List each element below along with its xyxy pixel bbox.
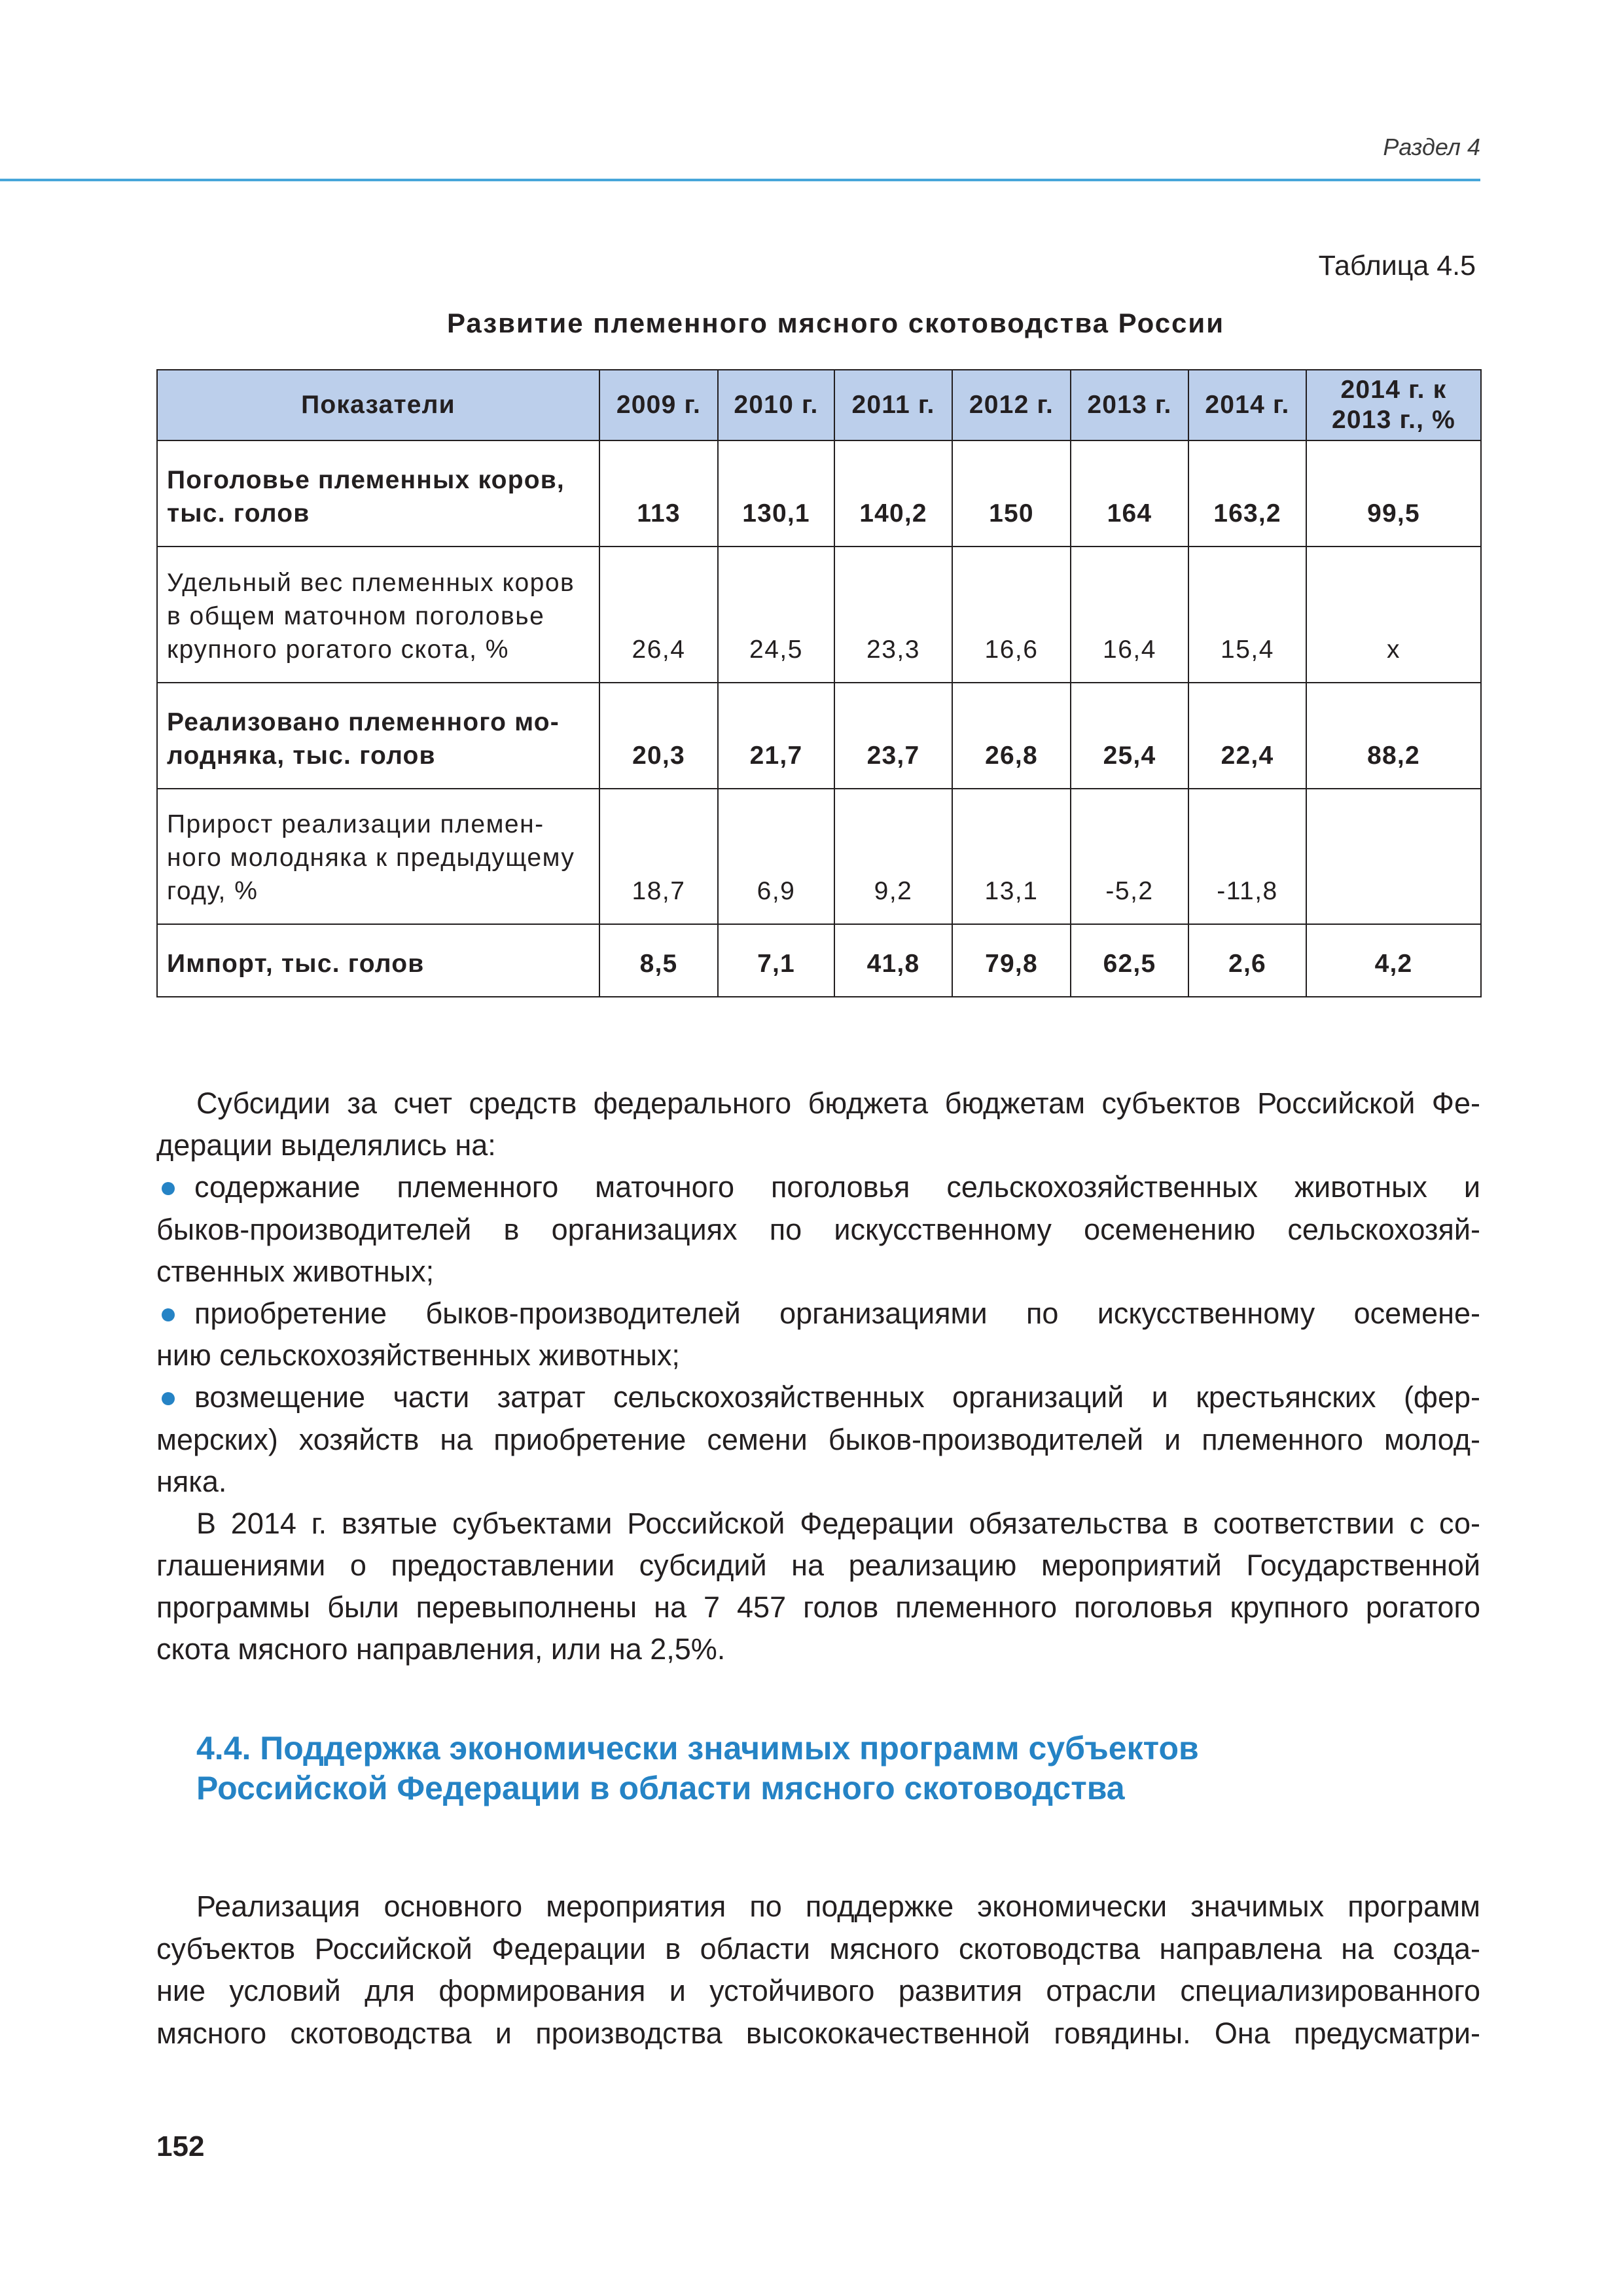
table-cell: 7,1 — [718, 924, 834, 997]
row-label-line: ного молодняка к предыдущему — [167, 844, 575, 872]
table-cell: 9,2 — [834, 789, 952, 924]
table-row — [157, 789, 1481, 924]
table-cell: 26,4 — [599, 547, 718, 683]
table-cell: 6,9 — [718, 789, 834, 924]
row-label — [157, 440, 599, 547]
table-cell: 140,2 — [834, 440, 952, 547]
table-row — [157, 924, 1481, 997]
table-cell: 4,2 — [1306, 924, 1481, 997]
table-cell: 22,4 — [1188, 683, 1306, 789]
table-cell: х — [1306, 547, 1481, 683]
row-label — [157, 683, 599, 789]
table-cell: 8,5 — [599, 924, 718, 997]
section-heading-line: 4.4. Поддержка экономически значимых программ субъектов — [196, 1730, 1199, 1767]
bullet-item — [156, 1293, 1480, 1335]
body-text — [156, 1083, 1480, 1671]
section-paragraph — [156, 1886, 1480, 2054]
paragraph-line: няка. — [156, 1464, 227, 1498]
row-label-line: Импорт, тыс. голов — [167, 950, 425, 978]
table-cell: 79,8 — [952, 924, 1071, 997]
column-header-2014: 2014 г. — [1188, 370, 1306, 440]
table-cell: 41,8 — [834, 924, 952, 997]
column-header-indicators: Показатели — [157, 370, 599, 440]
paragraph-line: нию сельскохозяйственных животных; — [156, 1338, 680, 1372]
paragraph-line: Реализация основного мероприятия по поддержке экономически значимых программ — [196, 1890, 1480, 1923]
table-cell-empty — [1306, 789, 1481, 924]
running-header-section: Раздел 4 — [1383, 134, 1480, 160]
paragraph-line: ние условий для формирования и устойчивого развития отрасли специализированного — [156, 1974, 1480, 2008]
paragraph-line: дерации выделялись на: — [156, 1128, 496, 1162]
column-header-2009: 2009 г. — [599, 370, 718, 440]
table-cell: 16,6 — [952, 547, 1071, 683]
table-cell: 24,5 — [718, 547, 834, 683]
table-number: Таблица 4.5 — [1318, 250, 1476, 281]
paragraph-line: субъектов Российской Федерации в области мясного скотоводства направлена на созда- — [156, 1931, 1480, 1965]
column-header-2012: 2012 г. — [952, 370, 1071, 440]
paragraph-line: программы были перевыполнены на 7 457 голов племенного поголовья крупного рогатого — [156, 1590, 1480, 1624]
column-header-change-line: 2014 г. к — [1340, 376, 1447, 404]
table-row — [157, 683, 1481, 789]
paragraph-line: ственных животных; — [156, 1254, 435, 1288]
table-title: Развитие племенного мясного скотоводства России — [446, 308, 1225, 338]
table-cell: 88,2 — [1306, 683, 1481, 789]
table-cell: 23,3 — [834, 547, 952, 683]
row-label-line: Удельный вес племенных коров — [167, 569, 575, 597]
paragraph-line: Субсидии за счет средств федерального бюджета бюджетам субъектов Российской Фе- — [196, 1086, 1480, 1120]
row-label-line: Реализовано племенного мо- — [167, 708, 560, 736]
paragraph-line: мясного скотоводства и производства высококачественной говядины. Она предусматри- — [156, 2016, 1480, 2050]
column-header-change — [1306, 370, 1481, 440]
table-cell: -11,8 — [1188, 789, 1306, 924]
table-cell: 25,4 — [1071, 683, 1188, 789]
column-header-change-line: 2013 г., % — [1331, 406, 1456, 434]
bullet-text: приобретение быков-производителей организациями по искусственному осемене- — [194, 1296, 1480, 1330]
column-header-2013: 2013 г. — [1071, 370, 1188, 440]
breeding-table — [156, 369, 1482, 997]
section-heading-line: Российской Федерации в области мясного скотоводства — [196, 1770, 1125, 1806]
table-cell: 23,7 — [834, 683, 952, 789]
row-label — [157, 789, 599, 924]
bullet-text: возмещение части затрат сельскохозяйственных организаций и крестьянских (фер- — [194, 1380, 1480, 1414]
table-cell: -5,2 — [1071, 789, 1188, 924]
paragraph-line: скота мясного направления, или на 2,5%. — [156, 1632, 726, 1666]
table-cell: 150 — [952, 440, 1071, 547]
table-cell: 130,1 — [718, 440, 834, 547]
bullet-item — [156, 1166, 1480, 1208]
row-label-line: году, % — [167, 877, 259, 905]
table-cell: 13,1 — [952, 789, 1071, 924]
column-header-2011: 2011 г. — [834, 370, 952, 440]
paragraph-line: быков-производителей в организациях по искусственному осеменению сельскохозяй- — [156, 1212, 1480, 1246]
table-cell: 99,5 — [1306, 440, 1481, 547]
table-cell: 15,4 — [1188, 547, 1306, 683]
bullet-icon — [162, 1392, 175, 1405]
table-cell: 18,7 — [599, 789, 718, 924]
row-label-line: лодняка, тыс. голов — [167, 742, 436, 770]
table-cell: 26,8 — [952, 683, 1071, 789]
table-cell: 20,3 — [599, 683, 718, 789]
bullet-text: содержание племенного маточного поголовья сельскохозяйственных животных и — [194, 1170, 1480, 1204]
bullet-icon — [162, 1182, 175, 1195]
column-header-2010: 2010 г. — [718, 370, 834, 440]
row-label-line: в общем маточном поголовье — [167, 602, 545, 630]
row-label-line: Прирост реализации племен- — [167, 810, 544, 838]
table-row — [157, 547, 1481, 683]
table-cell: 16,4 — [1071, 547, 1188, 683]
bullet-icon — [162, 1308, 175, 1321]
table-cell: 164 — [1071, 440, 1188, 547]
row-label-line: Поголовье племенных коров, — [167, 466, 565, 494]
row-label — [157, 924, 599, 997]
table-cell: 2,6 — [1188, 924, 1306, 997]
row-label — [157, 547, 599, 683]
row-label-line: крупного рогатого скота, % — [167, 636, 509, 664]
paragraph-line: мерских) хозяйств на приобретение семени быков-производителей и племенного молод- — [156, 1422, 1480, 1456]
paragraph-line: глашениями о предоставлении субсидий на реализацию мероприятий Государственной — [156, 1549, 1480, 1583]
section-heading — [196, 1729, 1479, 1808]
table-header-row — [157, 370, 1481, 440]
header-rule — [0, 179, 1480, 181]
paragraph-line: В 2014 г. взятые субъектами Российской Федерации обязательства в соответствии с со- — [196, 1506, 1480, 1540]
table-cell: 62,5 — [1071, 924, 1188, 997]
table-cell: 163,2 — [1188, 440, 1306, 547]
table-cell: 113 — [599, 440, 718, 547]
row-label-line: тыс. голов — [167, 499, 310, 528]
table-row — [157, 440, 1481, 547]
page-number: 152 — [156, 2130, 205, 2162]
bullet-item — [156, 1376, 1480, 1418]
table-cell: 21,7 — [718, 683, 834, 789]
